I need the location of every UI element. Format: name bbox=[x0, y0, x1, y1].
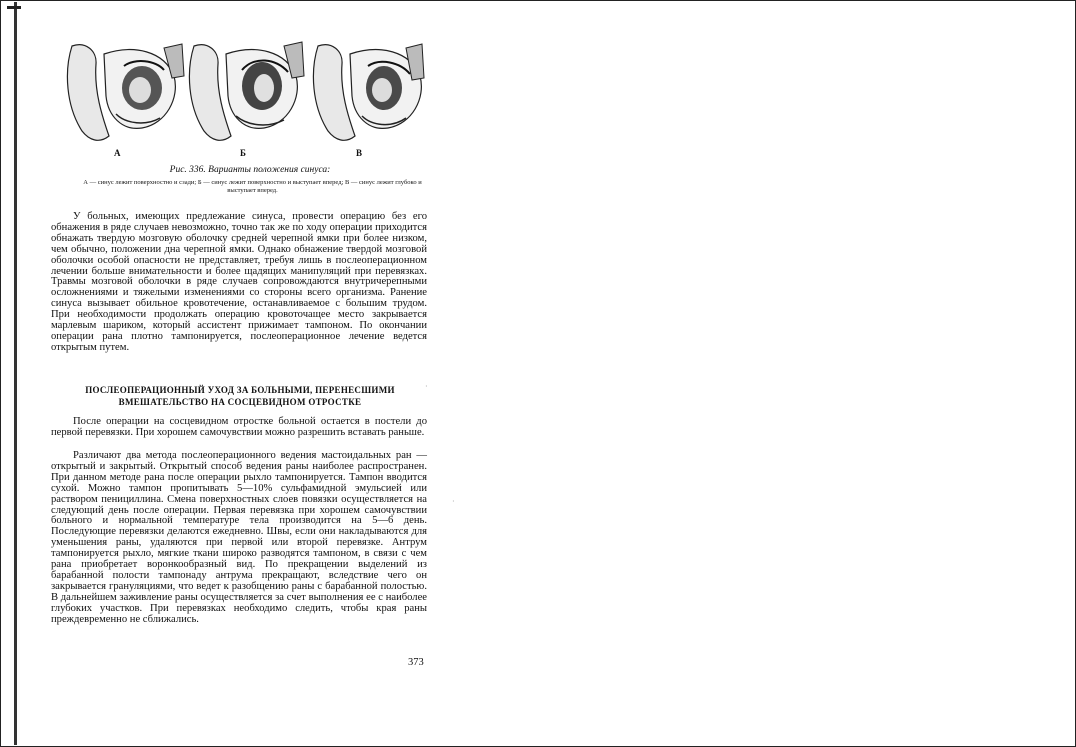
figure-caption-text: А — синус лежит поверхностно и сзади; Б — синус лежит поверхностно и выступает вперед; В — синус лежит глубоко и выступает вперед. bbox=[83, 179, 422, 194]
binding-edge bbox=[14, 2, 17, 745]
section-heading-line-1: ПОСЛЕОПЕРАЦИОННЫЙ УХОД ЗА БОЛЬНЫМИ, ПЕРЕНЕСШИМИ bbox=[85, 385, 395, 395]
section-heading bbox=[64, 384, 416, 408]
paragraph-wound-methods bbox=[51, 451, 427, 626]
figure-letter-a: А bbox=[114, 148, 121, 158]
paragraph-after-surgery-text: После операции на сосцевидном отростке больной остается в постели до первой перевязки. При хорошем самочувствии можно разрешить вставать раньше. bbox=[51, 416, 427, 438]
scan-speck: · bbox=[452, 497, 455, 506]
illustration-a bbox=[67, 44, 184, 140]
paragraph-sinus-text: У больных, имеющих предлежание синуса, провести операцию без его обнажения в ряде случаев невозможно, точно так же по ходу операции приходится обнажать твердую мозговую оболочку средней черепной ямки при более низком, чем обычно, положении дна черепной ямки. Однако обнажение твердой мозговой оболочки особой опасности не представляет, требуя лишь в послеоперационном лечении больше внимательности и более щадящих манипуляций при перевязках. Травмы мозговой оболочки в ряде случаев сопровождаются внутричерепными осложнениями и тяжелыми изменениями со стороны всего организма. Ранение синуса вызывает обильное кровотечение, останавливаемое с большим трудом. При необходимости продолжать операцию кровоточащее место закрывается марлевым шариком, который ассистент прижимает тампоном. По окончании операции рана плотно тампонируется, послеоперационное лечение ведется открытым путем. bbox=[51, 211, 427, 353]
illustration-b bbox=[189, 42, 304, 140]
section-heading-line-2: ВМЕШАТЕЛЬСТВО НА СОСЦЕВИДНОМ ОТРОСТКЕ bbox=[118, 397, 362, 407]
illustration-c bbox=[313, 44, 424, 140]
paragraph-sinus bbox=[51, 212, 427, 354]
figure-caption-title: Рис. 336. Варианты положения синуса: bbox=[169, 165, 331, 175]
figure-letter-c: В bbox=[356, 148, 363, 158]
scan-speck: · bbox=[425, 382, 428, 391]
binding-edge-cap bbox=[7, 6, 21, 9]
sinus-position-illustrations bbox=[64, 36, 426, 148]
figure-letter-b: Б bbox=[240, 148, 246, 158]
page-number: 373 bbox=[408, 657, 424, 668]
paragraph-wound-methods-text: Различают два метода послеоперационного ведения мастоидальных ран — открытый и закрытый. Открытый способ ведения раны наиболее распространен. При данном методе рана после операции рыхло тампонируется. Тампон вводится сухой. Можно тампон пропитывать 5—10% сульфамидной эмульсией или раствором пенициллина. Смена поверхностных слоев повязки осуществляется на следующий день после операции. Первая перевязка при хорошем самочувствии больного и нормальной температуре тела производится на 5—6 день. Последующие перевязки делаются ежедневно. Швы, если они накладываются для уменьшения раны, удаляются при первой или второй перевязке. Антрум тампонируется рыхло, мягкие ткани широко разводятся тампоном, в связи с чем рана приобретает воронкообразный вид. По прекращении выделений из барабанной полости тампонаду антрума прекращают, вследствие чего он закрывается грануляциями, что ведет к разобщению раны с барабанной полостью. В дальнейшем заживление раны осуществляется за счет выполнения ее с наиболее глубоких участков. При перевязках необходимо следить, чтобы края раны преждевременно не сближались. bbox=[51, 450, 427, 625]
paragraph-after-surgery bbox=[51, 417, 427, 439]
